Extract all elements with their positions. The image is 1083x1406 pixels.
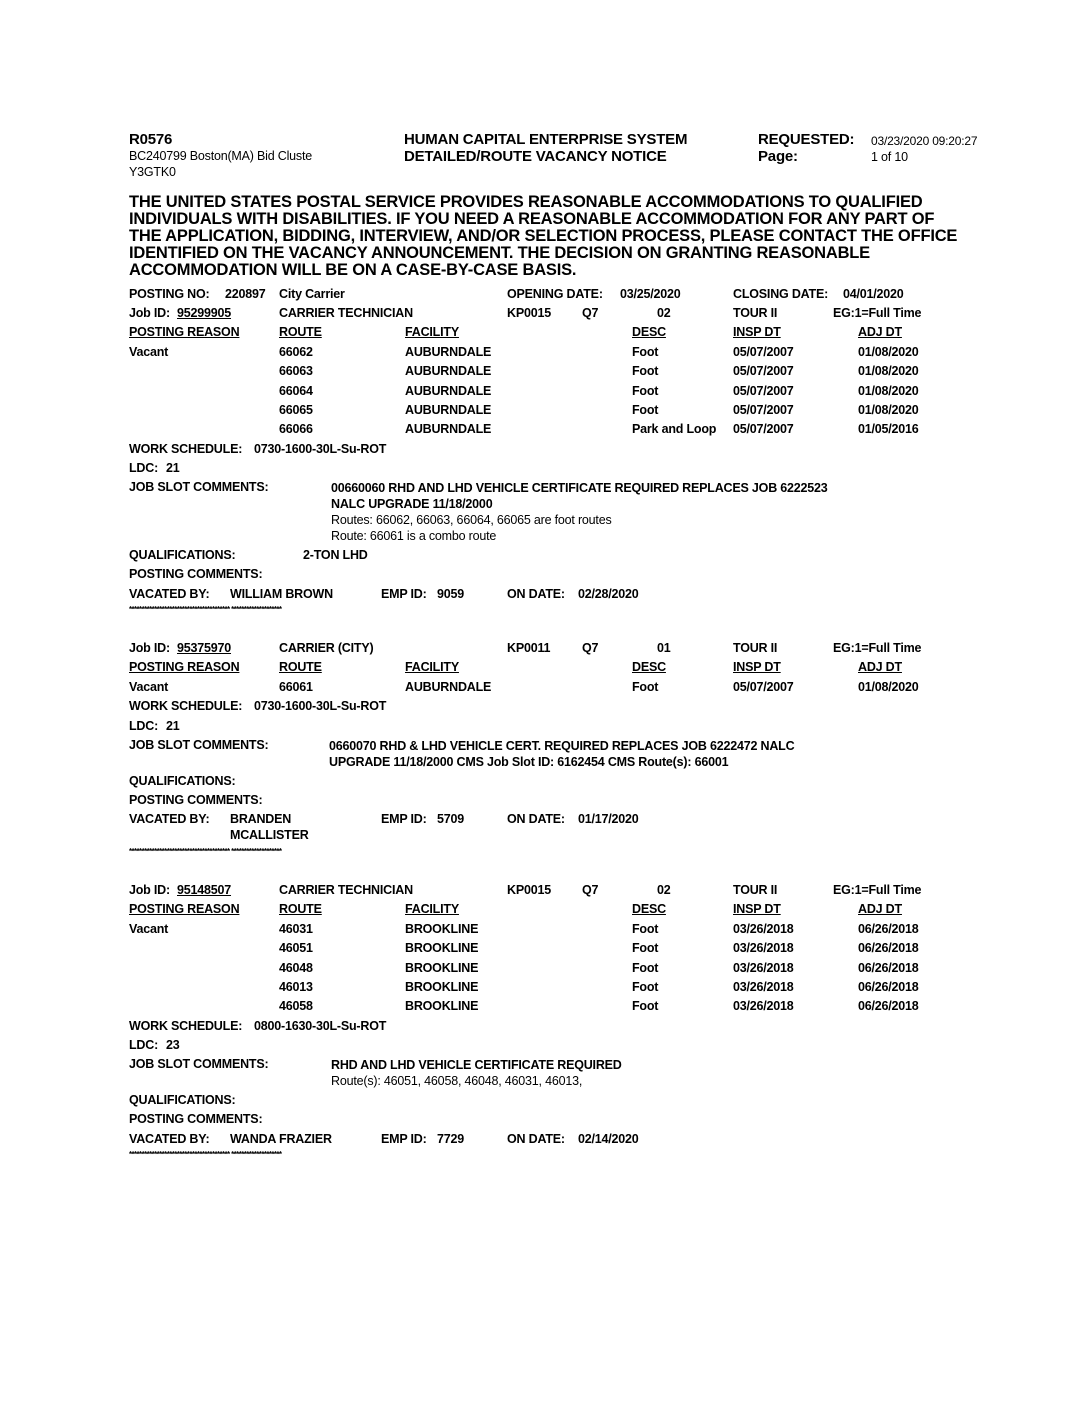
emp-id-label: EMP ID: — [381, 587, 427, 601]
job-id-link[interactable]: 95148507 — [177, 883, 232, 897]
job-slot-comment: Route: 66061 is a combo route — [331, 529, 497, 543]
vacated-by: WANDA FRAZIER — [230, 1132, 332, 1146]
col-adj-dt: ADJ DT — [858, 902, 902, 916]
vacated-by-label: VACATED BY: — [129, 812, 210, 826]
accommodation-notice — [129, 194, 969, 279]
col-route: ROUTE — [279, 902, 322, 916]
job-tour: TOUR II — [733, 306, 778, 320]
adj-date: 01/08/2020 — [858, 403, 919, 417]
facility: AUBURNDALE — [405, 422, 492, 436]
posting-reason: Vacant — [129, 680, 169, 694]
facility: AUBURNDALE — [405, 680, 492, 694]
col-desc: DESC — [632, 660, 666, 674]
desc: Foot — [632, 680, 659, 694]
facility: AUBURNDALE — [405, 345, 492, 359]
posting-comments-label: POSTING COMMENTS: — [129, 1112, 263, 1126]
work-schedule: 0730-1600-30L-Su-ROT — [254, 699, 387, 713]
adj-date: 01/08/2020 — [858, 384, 919, 398]
emp-id-label: EMP ID: — [381, 812, 427, 826]
job-slot-comment: Routes: 66062, 66063, 66064, 66065 are foot routes — [331, 513, 612, 527]
work-schedule: 0800-1630-30L-Su-ROT — [254, 1019, 387, 1033]
col-route: ROUTE — [279, 660, 322, 674]
ldc-label: LDC: — [129, 461, 159, 475]
insp-date: 03/26/2018 — [733, 941, 794, 955]
desc: Foot — [632, 403, 659, 417]
vacated-by: WILLIAM BROWN — [230, 587, 333, 601]
qualifications-label: QUALIFICATIONS: — [129, 774, 236, 788]
posting-no-label: POSTING NO: — [129, 287, 210, 301]
work-schedule: 0730-1600-30L-Su-ROT — [254, 442, 387, 456]
job-slot-comment: RHD AND LHD VEHICLE CERTIFICATE REQUIRED — [331, 1058, 622, 1072]
route-number: 66061 — [279, 680, 313, 694]
job-id-link[interactable]: 95375970 — [177, 641, 232, 655]
adj-date: 06/26/2018 — [858, 961, 919, 975]
col-route: ROUTE — [279, 325, 322, 339]
route-number: 66066 — [279, 422, 313, 436]
insp-date: 03/26/2018 — [733, 999, 794, 1013]
route-number: 66063 — [279, 364, 313, 378]
insp-date: 03/26/2018 — [733, 980, 794, 994]
job-slot-comments-label: JOB SLOT COMMENTS: — [129, 738, 269, 752]
job-id-label: Job ID: — [129, 306, 170, 320]
on-date: 02/28/2020 — [578, 587, 639, 601]
route-number: 66064 — [279, 384, 313, 398]
adj-date: 06/26/2018 — [858, 922, 919, 936]
posting-comments-label: POSTING COMMENTS: — [129, 793, 263, 807]
insp-date: 05/07/2007 — [733, 680, 794, 694]
closing-date: 04/01/2020 — [843, 287, 904, 301]
route-number: 46013 — [279, 980, 313, 994]
report-code: Y3GTK0 — [129, 165, 176, 179]
desc: Foot — [632, 961, 659, 975]
insp-date: 05/07/2007 — [733, 384, 794, 398]
job-slot-comment: Route(s): 46051, 46058, 46048, 46031, 46013, — [331, 1074, 583, 1088]
col-posting-reason: POSTING REASON — [129, 325, 240, 339]
work-schedule-label: WORK SCHEDULE: — [129, 442, 243, 456]
col-posting-reason: POSTING REASON — [129, 902, 240, 916]
job-slot-comment: 00660060 RHD AND LHD VEHICLE CERTIFICATE REQUIRED REPLACES JOB 6222523 — [331, 481, 828, 495]
col-adj-dt: ADJ DT — [858, 660, 902, 674]
on-date: 01/17/2020 — [578, 812, 639, 826]
separator: **************************************** ******************** — [129, 847, 282, 856]
qualifications: 2-TON LHD — [303, 548, 368, 562]
job-step: 01 — [657, 641, 671, 655]
facility: BROOKLINE — [405, 922, 479, 936]
ldc-value: 21 — [166, 719, 180, 733]
job-tour: TOUR II — [733, 641, 778, 655]
col-insp-dt: INSP DT — [733, 325, 781, 339]
notice-title: DETAILED/ROUTE VACANCY NOTICE — [404, 148, 667, 165]
adj-date: 01/08/2020 — [858, 345, 919, 359]
job-id-label: Job ID: — [129, 641, 170, 655]
on-date-label: ON DATE: — [507, 812, 565, 826]
notice-line: THE UNITED STATES POSTAL SERVICE PROVIDES REASONABLE ACCOMMODATIONS TO QUALIFIED — [129, 193, 923, 211]
job-code: KP0015 — [507, 306, 551, 320]
page-value: 1 of 10 — [871, 150, 908, 164]
desc: Foot — [632, 999, 659, 1013]
facility: BROOKLINE — [405, 961, 479, 975]
job-slot-comment: UPGRADE 11/18/2000 CMS Job Slot ID: 6162454 CMS Route(s): 66001 — [329, 755, 729, 769]
adj-date: 01/08/2020 — [858, 680, 919, 694]
vacated-by-line2: MCALLISTER — [230, 828, 309, 842]
adj-date: 01/05/2016 — [858, 422, 919, 436]
facility: AUBURNDALE — [405, 384, 492, 398]
job-id-link[interactable]: 95299905 — [177, 306, 232, 320]
col-insp-dt: INSP DT — [733, 660, 781, 674]
emp-id: 7729 — [437, 1132, 465, 1146]
posting-craft: City Carrier — [279, 287, 345, 301]
desc: Foot — [632, 941, 659, 955]
facility: AUBURNDALE — [405, 403, 492, 417]
col-posting-reason: POSTING REASON — [129, 660, 240, 674]
desc: Foot — [632, 364, 659, 378]
route-number: 46058 — [279, 999, 313, 1013]
report-id: R0576 — [129, 131, 173, 148]
job-grade: Q7 — [582, 883, 599, 897]
on-date-label: ON DATE: — [507, 587, 565, 601]
separator: **************************************** ******************** — [129, 605, 282, 614]
posting-reason: Vacant — [129, 345, 169, 359]
insp-date: 03/26/2018 — [733, 922, 794, 936]
requested-label: REQUESTED: — [758, 131, 855, 148]
job-slot-comments-label: JOB SLOT COMMENTS: — [129, 480, 269, 494]
col-desc: DESC — [632, 325, 666, 339]
job-eg: EG:1=Full Time — [833, 641, 922, 655]
ldc-value: 21 — [166, 461, 180, 475]
route-number: 46031 — [279, 922, 313, 936]
system-title: HUMAN CAPITAL ENTERPRISE SYSTEM — [404, 131, 688, 148]
insp-date: 03/26/2018 — [733, 961, 794, 975]
job-grade: Q7 — [582, 306, 599, 320]
adj-date: 06/26/2018 — [858, 941, 919, 955]
work-schedule-label: WORK SCHEDULE: — [129, 699, 243, 713]
job-slot-comment: 0660070 RHD & LHD VEHICLE CERT. REQUIRED REPLACES JOB 6222472 NALC — [329, 739, 795, 753]
desc: Park and Loop — [632, 422, 717, 436]
qualifications-label: QUALIFICATIONS: — [129, 1093, 236, 1107]
vacated-by-label: VACATED BY: — [129, 1132, 210, 1146]
ldc-value: 23 — [166, 1038, 180, 1052]
ldc-label: LDC: — [129, 719, 159, 733]
notice-line: INDIVIDUALS WITH DISABILITIES. IF YOU NEED A REASONABLE ACCOMMODATION FOR ANY PART OF — [129, 210, 935, 228]
adj-date: 06/26/2018 — [858, 999, 919, 1013]
col-facility: FACILITY — [405, 325, 459, 339]
notice-line: IDENTIFIED ON THE VACANCY ANNOUNCEMENT. THE DECISION ON GRANTING REASONABLE — [129, 244, 870, 262]
col-facility: FACILITY — [405, 902, 459, 916]
work-schedule-label: WORK SCHEDULE: — [129, 1019, 243, 1033]
job-id-label: Job ID: — [129, 883, 170, 897]
job-step: 02 — [657, 306, 671, 320]
vacated-by: BRANDEN — [230, 812, 292, 826]
desc: Foot — [632, 345, 659, 359]
route-number: 46048 — [279, 961, 313, 975]
requested-value: 03/23/2020 09:20:27 — [871, 134, 978, 148]
opening-date-label: OPENING DATE: — [507, 287, 603, 301]
notice-line: ACCOMMODATION WILL BE ON A CASE-BY-CASE BASIS. — [129, 261, 577, 279]
qualifications-label: QUALIFICATIONS: — [129, 548, 236, 562]
adj-date: 01/08/2020 — [858, 364, 919, 378]
route-number: 66062 — [279, 345, 313, 359]
opening-date: 03/25/2020 — [620, 287, 681, 301]
job-code: KP0015 — [507, 883, 551, 897]
on-date: 02/14/2020 — [578, 1132, 639, 1146]
col-adj-dt: ADJ DT — [858, 325, 902, 339]
closing-date-label: CLOSING DATE: — [733, 287, 829, 301]
facility: BROOKLINE — [405, 980, 479, 994]
on-date-label: ON DATE: — [507, 1132, 565, 1146]
job-slot-comment: NALC UPGRADE 11/18/2000 — [331, 497, 493, 511]
col-insp-dt: INSP DT — [733, 902, 781, 916]
job-title: CARRIER TECHNICIAN — [279, 306, 413, 320]
job-title: CARRIER TECHNICIAN — [279, 883, 413, 897]
job-tour: TOUR II — [733, 883, 778, 897]
job-step: 02 — [657, 883, 671, 897]
separator: **************************************** ******************** — [129, 1150, 282, 1159]
insp-date: 05/07/2007 — [733, 364, 794, 378]
desc: Foot — [632, 384, 659, 398]
col-desc: DESC — [632, 902, 666, 916]
posting-comments-label: POSTING COMMENTS: — [129, 567, 263, 581]
facility: BROOKLINE — [405, 941, 479, 955]
route-number: 46051 — [279, 941, 313, 955]
notice-line: THE APPLICATION, BIDDING, INTERVIEW, AND/OR SELECTION PROCESS, PLEASE CONTACT THE OFFICE — [129, 227, 958, 245]
emp-id: 9059 — [437, 587, 465, 601]
route-number: 66065 — [279, 403, 313, 417]
desc: Foot — [632, 922, 659, 936]
org-line: BC240799 Boston(MA) Bid Cluste — [129, 149, 312, 163]
posting-no: 220897 — [225, 287, 266, 301]
facility: AUBURNDALE — [405, 364, 492, 378]
vacated-by-label: VACATED BY: — [129, 587, 210, 601]
insp-date: 05/07/2007 — [733, 345, 794, 359]
job-grade: Q7 — [582, 641, 599, 655]
page-label: Page: — [758, 148, 798, 165]
job-code: KP0011 — [507, 641, 551, 655]
facility: BROOKLINE — [405, 999, 479, 1013]
col-facility: FACILITY — [405, 660, 459, 674]
insp-date: 05/07/2007 — [733, 403, 794, 417]
job-title: CARRIER (CITY) — [279, 641, 374, 655]
insp-date: 05/07/2007 — [733, 422, 794, 436]
emp-id-label: EMP ID: — [381, 1132, 427, 1146]
posting-reason: Vacant — [129, 922, 169, 936]
ldc-label: LDC: — [129, 1038, 159, 1052]
job-eg: EG:1=Full Time — [833, 306, 922, 320]
adj-date: 06/26/2018 — [858, 980, 919, 994]
emp-id: 5709 — [437, 812, 465, 826]
desc: Foot — [632, 980, 659, 994]
job-eg: EG:1=Full Time — [833, 883, 922, 897]
job-slot-comments-label: JOB SLOT COMMENTS: — [129, 1057, 269, 1071]
